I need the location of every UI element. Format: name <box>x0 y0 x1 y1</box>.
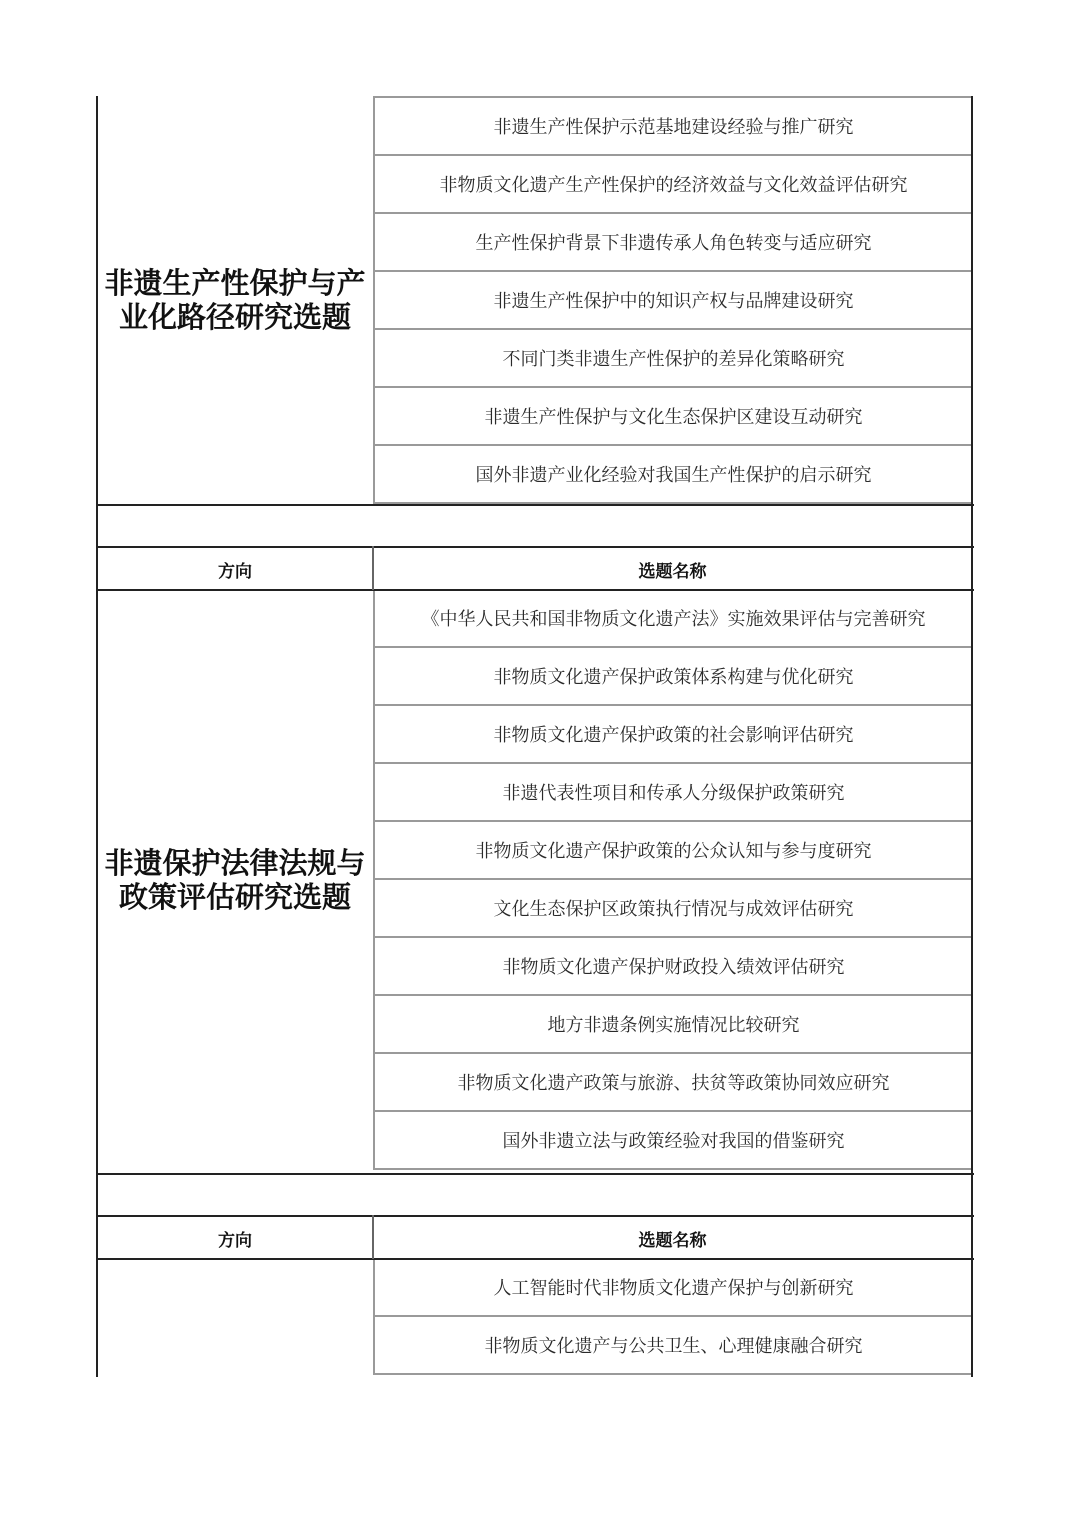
header-topic-name: 选题名称 <box>638 1230 707 1251</box>
table-header-row <box>97 1217 972 1259</box>
topic-item: 文化生态保护区政策执行情况与成效评估研究 <box>375 880 972 938</box>
topic-item: 国外非遗产业化经验对我国生产性保护的启示研究 <box>375 446 972 504</box>
section-1-direction-text: 非遗生产性保护与产业化路径研究选题 <box>104 266 366 334</box>
topic-item: 人工智能时代非物质文化遗产保护与创新研究 <box>375 1259 972 1317</box>
section-1-topic-list <box>373 96 972 504</box>
section-1 <box>97 96 972 504</box>
topic-item: 不同门类非遗生产性保护的差异化策略研究 <box>375 330 972 388</box>
table-rule <box>372 1215 374 1259</box>
table-rule <box>97 546 974 548</box>
table-rule <box>97 1258 974 1260</box>
topic-item: 非物质文化遗产保护政策的公众认知与参与度研究 <box>375 822 972 880</box>
topic-item: 国外非遗立法与政策经验对我国的借鉴研究 <box>375 1112 972 1170</box>
table-rule <box>97 1215 974 1217</box>
section-1-direction <box>97 96 373 504</box>
header-topic-name: 选题名称 <box>638 561 707 582</box>
topic-item: 非物质文化遗产与公共卫生、心理健康融合研究 <box>375 1317 972 1375</box>
section-3-topic-list <box>373 1259 972 1375</box>
section-3 <box>97 1259 972 1375</box>
header-direction: 方向 <box>218 561 252 582</box>
section-2-direction <box>97 590 373 1170</box>
topic-item: 非遗生产性保护示范基地建设经验与推广研究 <box>375 96 972 156</box>
table-header-row <box>97 548 972 590</box>
header-direction: 方向 <box>218 1230 252 1251</box>
section-2-topic-list <box>373 590 972 1170</box>
topic-item: 非物质文化遗产保护财政投入绩效评估研究 <box>375 938 972 996</box>
table-rule <box>96 96 98 1377</box>
topic-item: 地方非遗条例实施情况比较研究 <box>375 996 972 1054</box>
table-rule <box>971 96 973 1377</box>
topic-item: 非物质文化遗产政策与旅游、扶贫等政策协同效应研究 <box>375 1054 972 1112</box>
topic-item: 非物质文化遗产保护政策体系构建与优化研究 <box>375 648 972 706</box>
section-3-direction <box>97 1259 373 1375</box>
section-2-direction-text: 非遗保护法律法规与政策评估研究选题 <box>104 846 366 914</box>
table-rule <box>372 546 374 590</box>
topic-item: 非遗代表性项目和传承人分级保护政策研究 <box>375 764 972 822</box>
topic-item: 生产性保护背景下非遗传承人角色转变与适应研究 <box>375 214 972 272</box>
table-rule <box>97 1173 974 1175</box>
section-2 <box>97 590 972 1170</box>
topic-item: 非物质文化遗产生产性保护的经济效益与文化效益评估研究 <box>375 156 972 214</box>
topic-item: 非遗生产性保护中的知识产权与品牌建设研究 <box>375 272 972 330</box>
table-rule <box>97 589 974 591</box>
topic-item: 非遗生产性保护与文化生态保护区建设互动研究 <box>375 388 972 446</box>
topic-item: 非物质文化遗产保护政策的社会影响评估研究 <box>375 706 972 764</box>
topic-item: 《中华人民共和国非物质文化遗产法》实施效果评估与完善研究 <box>375 590 972 648</box>
table-rule <box>97 504 974 506</box>
